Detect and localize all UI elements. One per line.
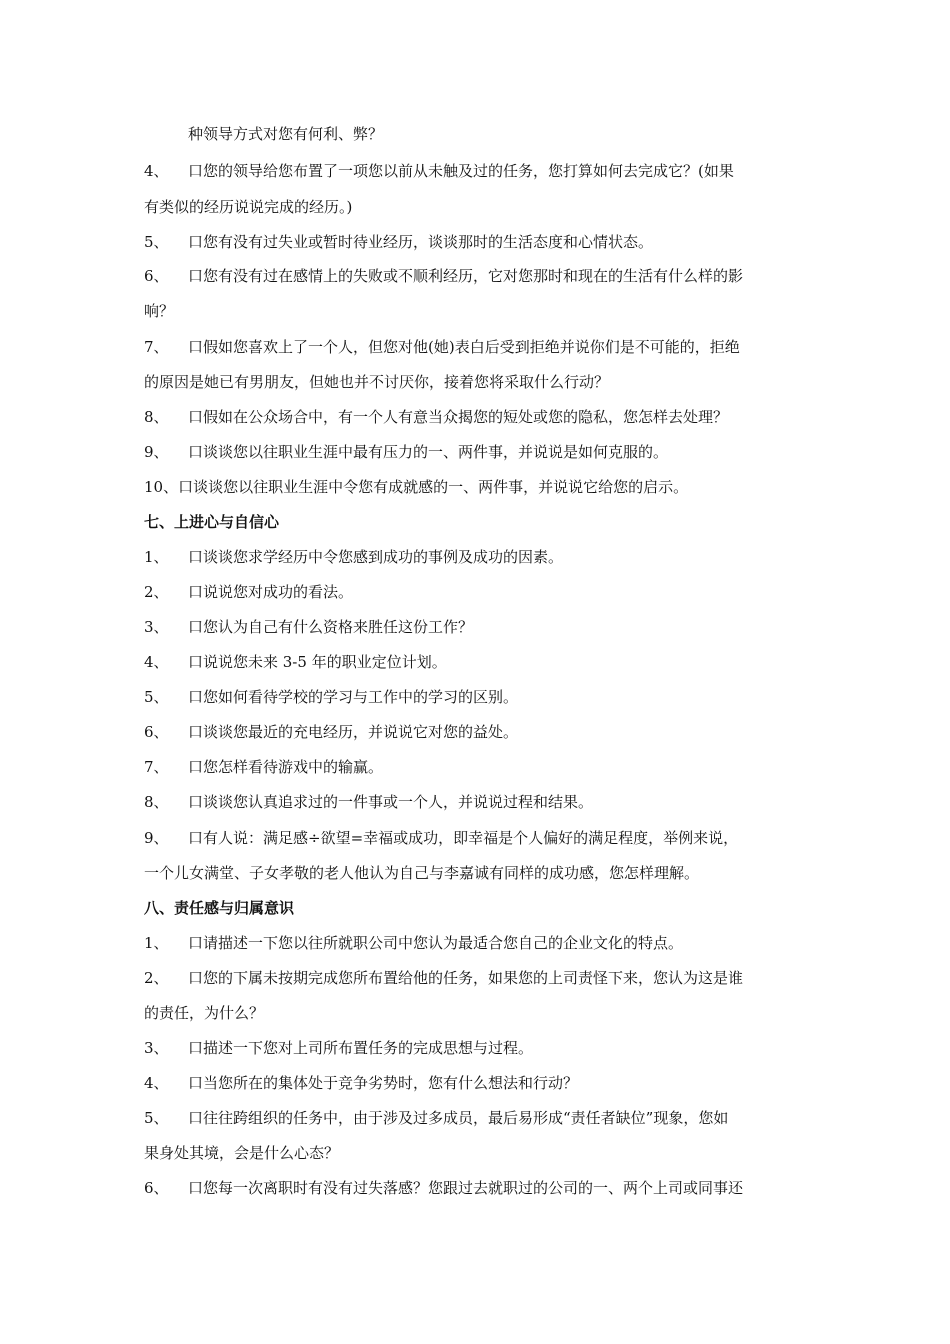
item-number: 5、 [144, 688, 169, 706]
text-line [144, 195, 824, 219]
item-number: 6、 [144, 1179, 169, 1197]
line-text: 口谈谈您求学经历中令您感到成功的事例及成功的因素。 [188, 548, 564, 566]
line-text: 口往往跨组织的任务中，由于涉及过多成员，最后易形成“责任者缺位”现象，您如 [188, 1109, 729, 1127]
line-text: 口请描述一下您以往所就职公司中您认为最适合您自己的企业文化的特点。 [188, 934, 684, 952]
item-number: 3、 [144, 1039, 169, 1057]
text-line [144, 475, 824, 499]
line-text: 口谈谈您认真追求过的一件事或一个人，并说说过程和结果。 [188, 793, 594, 811]
item-number: 7、 [144, 758, 169, 776]
item-number: 9、 [144, 829, 169, 847]
item-number: 5、 [144, 233, 169, 251]
item-number: 8、 [144, 793, 169, 811]
line-text: 口您的领导给您布置了一项您以前从未触及过的任务，您打算如何去完成它？(如果 [188, 162, 734, 180]
item-number: 9、 [144, 443, 169, 461]
item-number: 1、 [144, 934, 169, 952]
item-number: 3、 [144, 618, 169, 636]
text-line [144, 159, 824, 183]
text-line [144, 861, 824, 885]
text-line [144, 1071, 824, 1095]
line-text: 口您认为自己有什么资格来胜任这份工作？ [188, 618, 474, 636]
text-line [144, 720, 824, 744]
line-text: 口您每一次离职时有没有过失落感？您跟过去就职过的公司的一、两个上司或同事还 [188, 1179, 744, 1197]
text-line [144, 335, 824, 359]
text-line [144, 931, 824, 955]
line-text: 的责任，为什么？ [144, 1004, 265, 1022]
text-line [144, 370, 824, 394]
text-line [144, 264, 824, 288]
line-text: 口谈谈您最近的充电经历，并说说它对您的益处。 [188, 723, 519, 741]
text-line [144, 685, 824, 709]
line-text: 一个儿女满堂、子女孝敬的老人他认为自己与李嘉诚有同样的成功感，您怎样理解。 [144, 864, 700, 882]
line-text: 种领导方式对您有何利、弊？ [188, 125, 384, 143]
text-line [144, 966, 824, 990]
item-number: 8、 [144, 408, 169, 426]
text-line [144, 122, 824, 146]
section-heading [144, 896, 824, 920]
line-text: 果身处其境，会是什么心态？ [144, 1144, 340, 1162]
item-number: 4、 [144, 653, 169, 671]
item-number: 5、 [144, 1109, 169, 1127]
text-line [144, 826, 824, 850]
text-line [144, 615, 824, 639]
text-line [144, 1106, 824, 1130]
line-text: 口描述一下您对上司所布置任务的完成思想与过程。 [188, 1039, 534, 1057]
line-text: 口当您所在的集体处于竞争劣势时，您有什么想法和行动？ [188, 1074, 579, 1092]
line-text: 口说说您对成功的看法。 [188, 583, 354, 601]
text-line [144, 230, 824, 254]
text-line [144, 755, 824, 779]
item-number: 2、 [144, 969, 169, 987]
heading-text: 八、责任感与归属意识 [144, 899, 295, 917]
line-text: 口您有没有过在感情上的失败或不顺利经历，它对您那时和现在的生活有什么样的影 [188, 267, 744, 285]
text-line [144, 299, 824, 323]
text-line [144, 650, 824, 674]
item-number: 4、 [144, 162, 169, 180]
line-text: 口您如何看待学校的学习与工作中的学习的区别。 [188, 688, 519, 706]
text-line [144, 790, 824, 814]
line-text: 的原因是她已有男朋友，但她也并不讨厌你，接着您将采取什么行动？ [144, 373, 610, 391]
line-text: 有类似的经历说说完成的经历。) [144, 198, 353, 216]
text-line [144, 405, 824, 429]
text-line [144, 1141, 824, 1165]
text-line [144, 545, 824, 569]
line-text: 口您怎样看待游戏中的输赢。 [188, 758, 384, 776]
section-heading [144, 510, 824, 534]
line-text: 口假如在公众场合中，有一个人有意当众揭您的短处或您的隐私，您怎样去处理？ [188, 408, 729, 426]
line-text: 口您有没有过失业或暂时待业经历，谈谈那时的生活态度和心情状态。 [188, 233, 654, 251]
line-text: 响？ [144, 302, 175, 320]
line-text: 口说说您未来 3-5 年的职业定位计划。 [188, 653, 447, 671]
item-number: 6、 [144, 267, 169, 285]
text-line [144, 1001, 824, 1025]
text-line [144, 1176, 824, 1200]
item-number: 6、 [144, 723, 169, 741]
item-number: 1、 [144, 548, 169, 566]
heading-text: 七、上进心与自信心 [144, 513, 280, 531]
line-text: 口假如您喜欢上了一个人，但您对他(她)表白后受到拒绝并说你们是不可能的，拒绝 [188, 338, 740, 356]
line-text: 10、口谈谈您以往职业生涯中令您有成就感的一、两件事，并说说它给您的启示。 [144, 478, 689, 496]
line-text: 口您的下属未按期完成您所布置给他的任务，如果您的上司责怪下来，您认为这是谁 [188, 969, 744, 987]
line-text: 口谈谈您以往职业生涯中最有压力的一、两件事，并说说是如何克服的。 [188, 443, 669, 461]
text-line [144, 440, 824, 464]
text-line [144, 1036, 824, 1060]
item-number: 2、 [144, 583, 169, 601]
line-text: 口有人说：满足感÷欲望=幸福或成功，即幸福是个人偏好的满足程度，举例来说， [188, 829, 739, 847]
item-number: 4、 [144, 1074, 169, 1092]
text-line [144, 580, 824, 604]
item-number: 7、 [144, 338, 169, 356]
